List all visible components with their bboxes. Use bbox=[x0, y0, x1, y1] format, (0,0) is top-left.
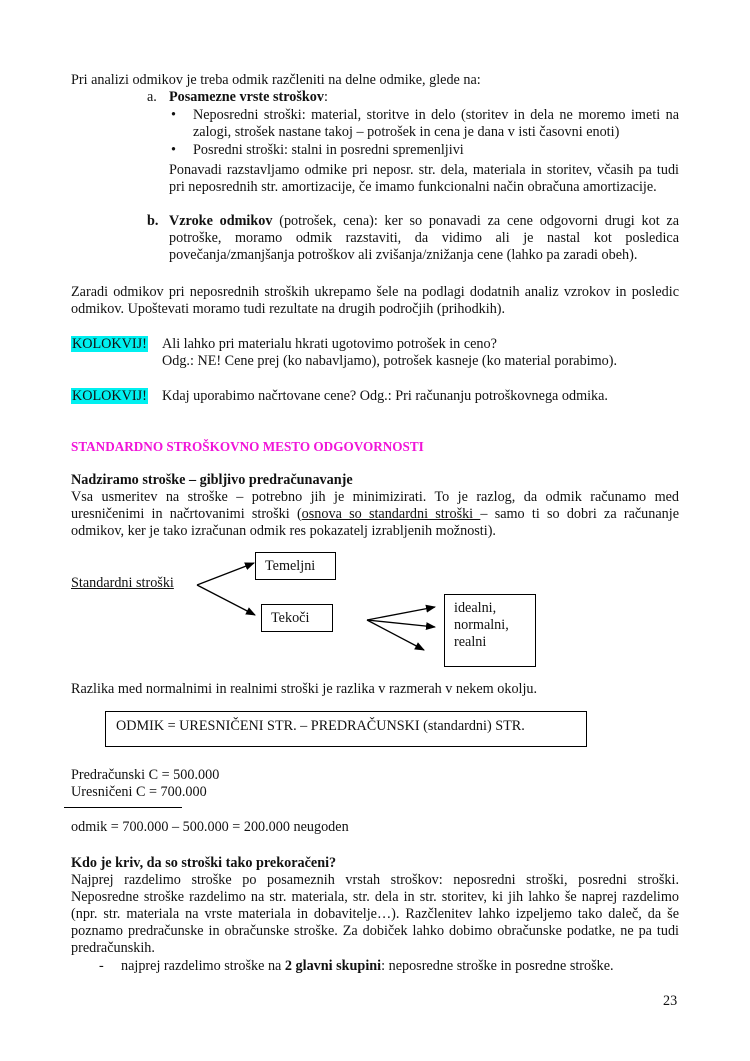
bullet-item: • Posredni stroški: stalni in posredni spremenljivi bbox=[169, 142, 679, 159]
box-right-line-normalni: normalni, bbox=[454, 617, 509, 633]
box-right-line-realni: realni bbox=[454, 634, 487, 650]
box-temeljni bbox=[255, 552, 336, 580]
paragraph-najprej: Najprej razdelimo stroške po posameznih vrstah stroškov: neposredni stroški, posredni stroški. Neposredne stroške razdelimo na str. materiala, str. dela in str. storitev, ki jih lahko še naprej razdelimo (npr. str. materiala na vrste materiala in dobavitelje…). Razčlenitev lahko izpeljemo tako daleč, da še poznamo predračunske in obračunske stroške. Za dobiček lahko dobimo obračunske podatke, ne pa tudi predračunskih. bbox=[71, 872, 679, 956]
list-a-title: Posamezne vrste stroškov bbox=[169, 89, 324, 105]
paragraph-vsa-before: Vsa usmeritev na stroške – potrebno jih je minimizirati. To je razlog, da odmik računamo med uresničenimi in načrtovanimi stroški ( bbox=[71, 489, 679, 522]
paragraph-razlika: Razlika med normalnimi in realnimi stroški je razlika v razmerah v nekem okolju. bbox=[71, 681, 538, 697]
paragraph-vsa-after: – samo ti so dobri za računanje odmikov, ker je tako izračunan odmik res pokazatelj izrabljenih možnosti). bbox=[71, 506, 679, 539]
list-b-text: (potrošek, cena): ker so ponavadi za cene odgovorni drugi kot za potroške, moramo odmik razstaviti, da vidimo ali je nastal kot posledica povečanja/zmanjšanja potroškov ali zvišanja/znižanja cene (lahko pa zaradi obeh). bbox=[169, 213, 680, 263]
paragraph-vsa-underlined: osnova so standardni stroški bbox=[301, 506, 481, 522]
calc-line-predracunski: Predračunski C = 500.000 bbox=[71, 767, 220, 783]
box-right-line-idealni: idealni, bbox=[454, 600, 497, 616]
dash-item-bold: 2 glavni skupini bbox=[284, 958, 382, 974]
dash-item-before: najprej razdelimo stroške na bbox=[121, 958, 285, 974]
calc-line-uresniceni: Uresničeni C = 700.000 bbox=[71, 784, 207, 800]
intro-text: Pri analizi odmikov je treba odmik razčleniti na delne odmike, glede na: bbox=[71, 72, 481, 88]
box-tekoci-label: Tekoči bbox=[271, 610, 310, 626]
section-heading: STANDARDNO STROŠKOVNO MESTO ODGOVORNOSTI bbox=[71, 439, 424, 454]
list-b-marker-text: b. bbox=[147, 213, 159, 229]
list-a-marker: a. bbox=[147, 89, 157, 105]
kolokvij-badge-text: KOLOKVIJ! bbox=[72, 336, 147, 352]
subheading-nadziramo: Nadziramo stroške – gibljivo predračunavanje bbox=[71, 472, 353, 488]
dash-item bbox=[121, 958, 614, 975]
calc-divider bbox=[64, 807, 182, 808]
kolokvij-answer: Odg.: NE! Cene prej (ko nabavljamo), potrošek kasneje (ko material porabimo). bbox=[162, 353, 618, 369]
arrow-to-tekoci-icon bbox=[197, 585, 255, 615]
box-idealni-normalni-realni bbox=[444, 594, 536, 667]
list-a-note: Ponavadi razstavljamo odmike pri neposr. str. dela, materiala in storitev, včasih pa tudi pri neposrednih str. amortizacije, če imamo funkcionalni način obračuna amortizacije. bbox=[169, 162, 679, 195]
formula-text: ODMIK = URESNIČENI STR. – PREDRAČUNSKI (standardni) STR. bbox=[116, 718, 525, 734]
list-b-title: Vzroke odmikov bbox=[169, 213, 273, 229]
calc-result: odmik = 700.000 – 500.000 = 200.000 neugoden bbox=[71, 819, 349, 835]
list-a-colon: : bbox=[323, 89, 328, 105]
bullet-item: • Neposredni stroški: material, storitve in delo (storitev in dela ne moremo imeti na zalogi, strošek nastane takoj – potrošek in cena je dana v isti časovni enoti) bbox=[169, 107, 679, 141]
kolokvij-question: Ali lahko pri materialu hkrati ugotovimo potrošek in ceno? bbox=[162, 336, 497, 352]
diagram-root-label: Standardni stroški bbox=[71, 575, 174, 591]
subheading-kdo-je-kriv: Kdo je kriv, da so stroški tako prekoračeni? bbox=[71, 855, 337, 871]
paragraph-zaradi: Zaradi odmikov pri neposrednih stroških ukrepamo šele na podlagi dodatnih analiz vzrokov in posledic odmikov. Upoštevati moramo tudi rezultate na drugih področjih (prihodkih). bbox=[71, 284, 679, 317]
kolokvij-badge-text: KOLOKVIJ! bbox=[72, 388, 147, 404]
dash-marker: - bbox=[99, 958, 104, 974]
box-temeljni-label: Temeljni bbox=[265, 558, 316, 574]
arrow-to-temeljni-icon bbox=[197, 563, 254, 585]
formula-box bbox=[105, 711, 587, 747]
box-tekoci bbox=[261, 604, 333, 632]
arrow-to-idealni-icon bbox=[367, 607, 435, 620]
kolokvij-question: Kdaj uporabimo načrtovane cene? Odg.: Pri računanju potroškovnega odmika. bbox=[162, 388, 608, 404]
page-number: 23 bbox=[663, 993, 678, 1009]
dash-item-after: : neposredne stroške in posredne stroške. bbox=[381, 958, 614, 974]
